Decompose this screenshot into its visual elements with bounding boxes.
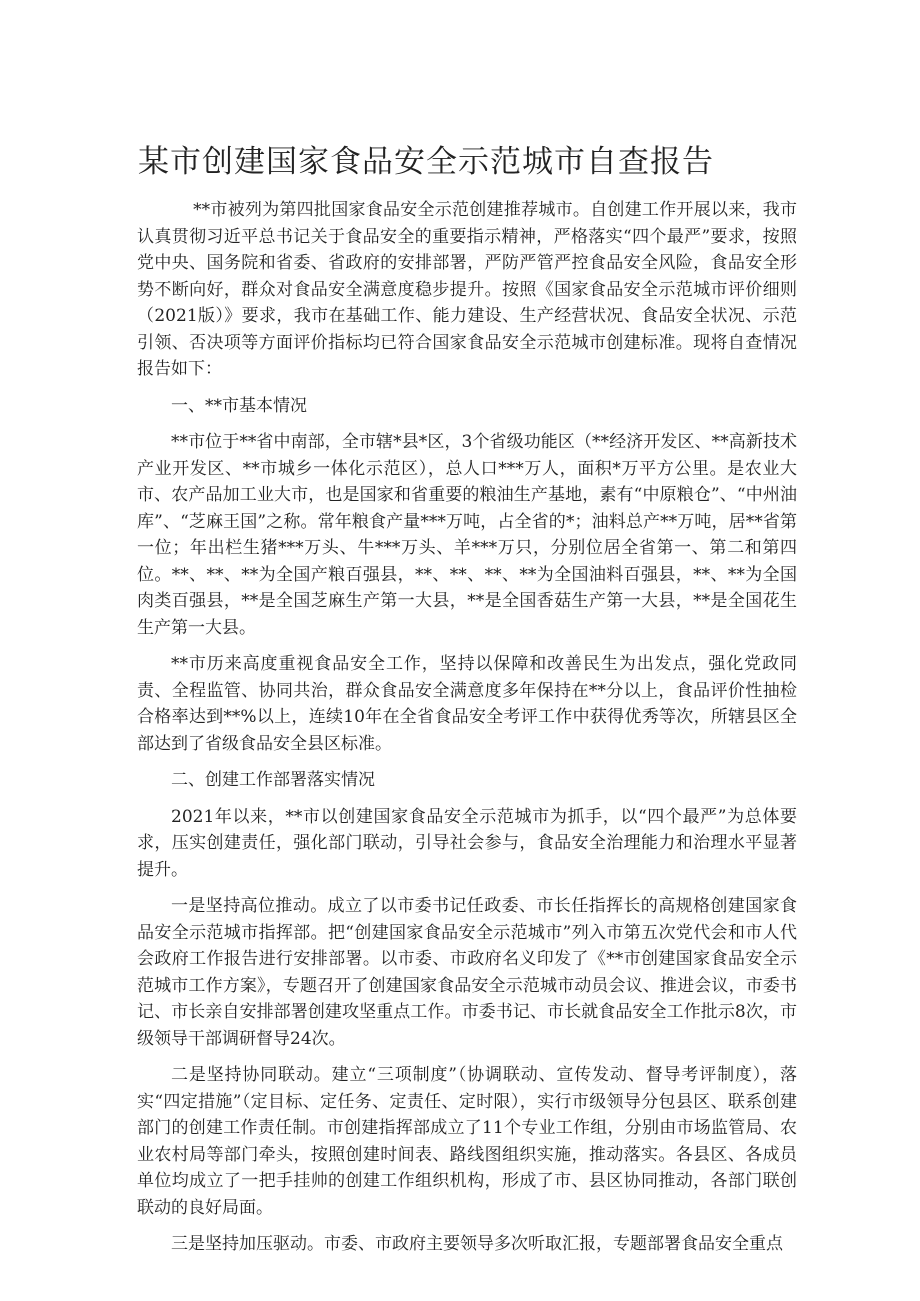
intro-paragraph: **市被列为第四批国家食品安全示范创建推荐城市。自创建工作开展以来，我市认真贯彻习近平总书记关于食品安全的重要指示精神，严格落实“四个最严”要求，按照党中央、国务院和省委、省政府的安排部署，严防严管严控食品安全风险，食品安全形势不断向好，群众对食品安全满意度稳步提升。按照《国家食品安全示范城市评价细则（2021版）》要求，我市在基础工作、能力建设、生产经营状况、食品安全状况、示范引领、否决项等方面评价指标均已符合国家食品安全示范城市创建标准。现将自查情况报告如下：: [137, 200, 797, 379]
basic-info-paragraph: **市位于**省中南部，全市辖*县*区，3个省级功能区（**经济开发区、**高新技术产业开发区、**市城乡一体化示范区），总人口***万人，面积*万平方公里。是农业大市、农产品加工业大市，也是国家和省重要的粮油生产基地，素有“中原粮仓”、“中州油库”、“芝麻王国”之称。常年粮食产量***万吨，占全省的*；油料总产**万吨，居**省第一位；年出栏生猪***万头、牛***万头、羊***万只，分别位居全省第一、第二和第四位。**、**、**为全国产粮百强县，**、**、**、**为全国油料百强县，**、**为全国肉类百强县，**是全国芝麻生产第一大县，**是全国香菇生产第一大县，**是全国花生生产第一大县。: [137, 432, 797, 638]
high-level-promotion-paragraph: 一是坚持高位推动。成立了以市委书记任政委、市长任指挥长的高规格创建国家食品安全示范城市指挥部。把“创建国家食品安全示范城市”列入市第五次党代会和市人代会政府工作报告进行安排部署。以市委、市政府名义印发了《**市创建国家食品安全示范城市工作方案》，专题召开了创建国家食品安全示范城市动员会议、推进会议，市委书记、市长亲自安排部署创建攻坚重点工作。市委书记、市长就食品安全工作批示8次，市级领导干部调研督导24次。: [137, 896, 797, 1049]
section-heading-deployment: 二、创建工作部署落实情况: [171, 770, 375, 790]
coordination-paragraph: 二是坚持协同联动。建立“三项制度”（协调联动、宣传发动、督导考评制度），落实“四定措施”（定目标、定任务、定责任、定时限），实行市级领导分包县区、联系创建部门的创建工作责任制。市创建指挥部成立了11个专业工作组，分别由市场监管局、农业农村局等部门牵头，按照创建时间表、路线图组织实施，推动落实。各县区、各成员单位均成立了一把手挂帅的创建工作组织机构，形成了市、县区协同推动，各部门联创联动的良好局面。: [137, 1065, 797, 1218]
food-safety-history-paragraph: **市历来高度重视食品安全工作，坚持以保障和改善民生为出发点，强化党政同责、全程监管、协同共治，群众食品安全满意度多年保持在**分以上，食品评价性抽检合格率达到**%以上，连续10年在全省食品安全考评工作中获得优秀等次，所辖县区全部达到了省级食品安全县区标准。: [137, 654, 797, 754]
pressure-drive-paragraph: 三是坚持加压驱动。市委、市政府主要领导多次听取汇报，专题部署食品安全重点: [171, 1234, 783, 1254]
document-title: 某市创建国家食品安全示范城市自查报告: [138, 144, 714, 180]
deployment-overview-paragraph: 2021年以来，**市以创建国家食品安全示范城市为抓手，以“四个最严”为总体要求，压实创建责任，强化部门联动，引导社会参与，食品安全治理能力和治理水平显著提升。: [137, 806, 797, 880]
document-body: [137, 197, 797, 1268]
section-heading-basic-info: 一、**市基本情况: [171, 395, 307, 416]
